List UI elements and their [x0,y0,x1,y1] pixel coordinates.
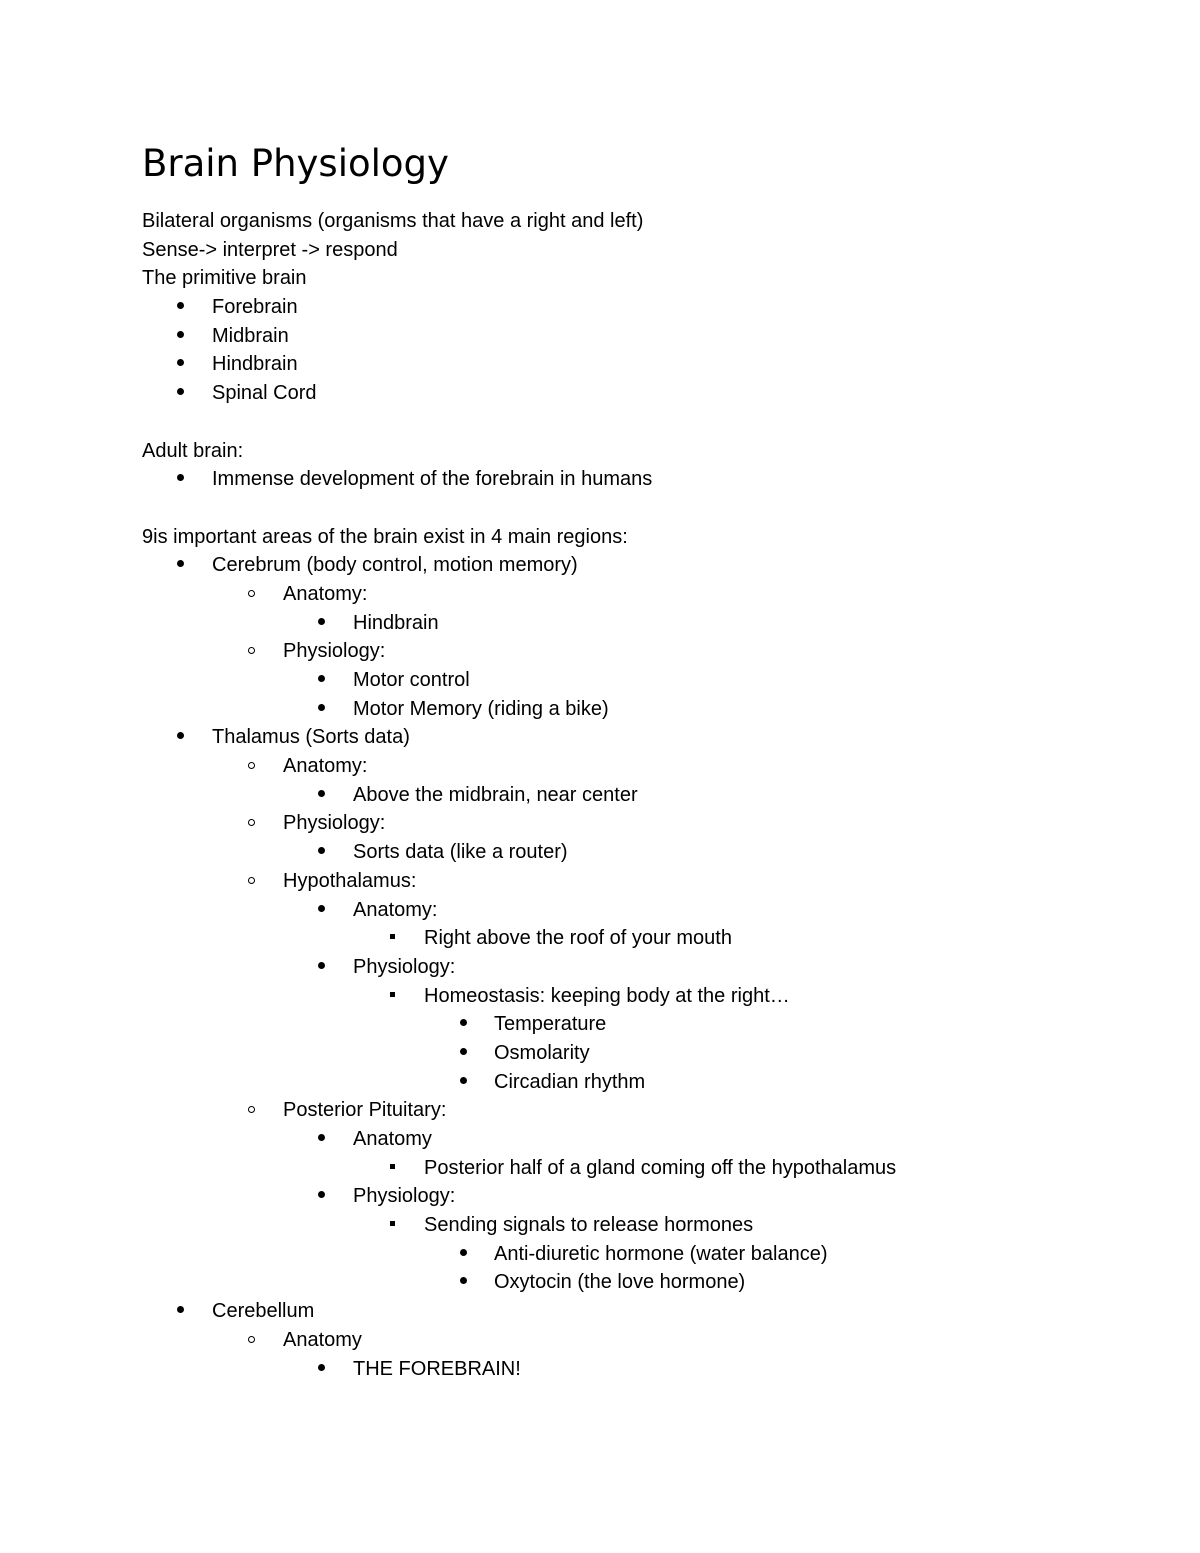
line-text: Spinal Cord [212,382,317,405]
list-item [142,609,1142,638]
disc-bullet-icon [316,609,328,638]
line-text: Adult brain: [142,439,244,462]
disc-bullet-icon [175,723,187,752]
line-text: Anatomy [283,1328,362,1351]
paragraph-line [142,236,1142,265]
list-item [142,723,1142,752]
list-item [142,1182,1142,1211]
circle-bullet-icon [246,752,258,781]
list-item [142,350,1142,379]
line-text: The primitive brain [142,267,307,290]
line-text: Above the midbrain, near center [353,783,638,806]
line-text: Physiology: [283,812,386,835]
line-text: Oxytocin (the love hormone) [494,1271,746,1294]
list-item [142,752,1142,781]
line-text: Anatomy [353,1128,432,1150]
line-text: Right above the roof of your mouth [424,927,732,950]
disc-bullet-icon [316,695,328,724]
line-text: Forebrain [212,296,298,319]
disc-bullet-icon [316,1125,328,1154]
line-text: Anti-diuretic hormone (water balance) [494,1242,828,1265]
line-text: Hypothalamus: [283,869,417,892]
disc-bullet-icon [316,781,328,810]
square-bullet-icon [387,1154,399,1183]
line-text: Sending signals to release hormones [424,1214,754,1237]
disc-bullet-icon [175,1297,187,1326]
list-item [142,1154,1142,1183]
line-text: Immense development of the forebrain in humans [212,468,653,491]
disc-bullet-icon [316,838,328,867]
list-item [142,896,1142,925]
list-item [142,1355,1142,1384]
line-text: Physiology: [283,640,386,663]
list-item [142,465,1142,494]
disc-bullet-icon [458,1068,470,1097]
disc-bullet-icon [316,896,328,925]
line-text: Motor Memory (riding a bike) [353,697,609,720]
disc-bullet-icon [316,953,328,982]
disc-bullet-icon [458,1268,470,1297]
list-item [142,838,1142,867]
circle-bullet-icon [246,580,258,609]
disc-bullet-icon [458,1039,470,1068]
paragraph-line [142,264,1142,293]
line-text: Circadian rhythm [494,1070,646,1093]
line-text: Temperature [494,1013,607,1036]
line-text: Thalamus (Sorts data) [212,726,410,749]
disc-bullet-icon [316,1355,328,1384]
list-item [142,1010,1142,1039]
list-item [142,953,1142,982]
line-text: Anatomy: [353,898,438,921]
document-body [142,207,1142,1383]
line-text: Sorts data (like a router) [353,841,568,864]
page-title: Brain Physiology [142,142,449,185]
paragraph-line [142,408,1142,437]
square-bullet-icon [387,1211,399,1240]
circle-bullet-icon [246,1326,258,1355]
paragraph-line [142,437,1142,466]
circle-bullet-icon [246,1096,258,1125]
list-item [142,637,1142,666]
list-item [142,580,1142,609]
list-item [142,1268,1142,1297]
disc-bullet-icon [316,666,328,695]
line-text: Anatomy: [283,582,368,605]
line-text: Cerebellum [212,1300,315,1323]
disc-bullet-icon [316,1182,328,1211]
list-item [142,924,1142,953]
line-text: Midbrain [212,324,289,347]
disc-bullet-icon [175,379,187,408]
line-text: Hindbrain [212,353,298,376]
disc-bullet-icon [175,293,187,322]
list-item [142,867,1142,896]
disc-bullet-icon [175,465,187,494]
disc-bullet-icon [175,350,187,379]
paragraph-line [142,207,1142,236]
line-text: Physiology: [353,1185,456,1208]
list-item [142,1068,1142,1097]
disc-bullet-icon [458,1010,470,1039]
disc-bullet-icon [458,1240,470,1269]
paragraph-line [142,494,1142,523]
list-item [142,1326,1142,1355]
list-item [142,1096,1142,1125]
square-bullet-icon [387,982,399,1011]
line-text: Motor control [353,669,470,691]
square-bullet-icon [387,924,399,953]
list-item [142,781,1142,810]
list-item [142,982,1142,1011]
line-text: Posterior Pituitary: [283,1099,447,1122]
list-item [142,1297,1142,1326]
list-item [142,1240,1142,1269]
circle-bullet-icon [246,809,258,838]
list-item [142,666,1142,695]
list-item [142,322,1142,351]
list-item [142,1211,1142,1240]
line-text: Bilateral organisms (organisms that have a right and left) [142,210,644,232]
list-item [142,293,1142,322]
paragraph-line [142,523,1142,552]
line-text: THE FOREBRAIN! [353,1357,521,1380]
line-text: Hindbrain [353,611,439,634]
disc-bullet-icon [175,322,187,351]
list-item [142,809,1142,838]
list-item [142,551,1142,580]
list-item [142,1125,1142,1154]
disc-bullet-icon [175,551,187,580]
line-text: Physiology: [353,955,456,978]
circle-bullet-icon [246,637,258,666]
list-item [142,379,1142,408]
line-text: Sense-> interpret -> respond [142,238,398,261]
line-text: 9is important areas of the brain exist in 4 main regions: [142,525,628,548]
circle-bullet-icon [246,867,258,896]
line-text: Homeostasis: keeping body at the right… [424,984,790,1007]
line-text: Anatomy: [283,755,368,778]
line-text: Cerebrum (body control, motion memory) [212,554,578,577]
line-text: Posterior half of a gland coming off the hypothalamus [424,1156,897,1179]
list-item [142,1039,1142,1068]
line-text: Osmolarity [494,1041,590,1064]
list-item [142,695,1142,724]
